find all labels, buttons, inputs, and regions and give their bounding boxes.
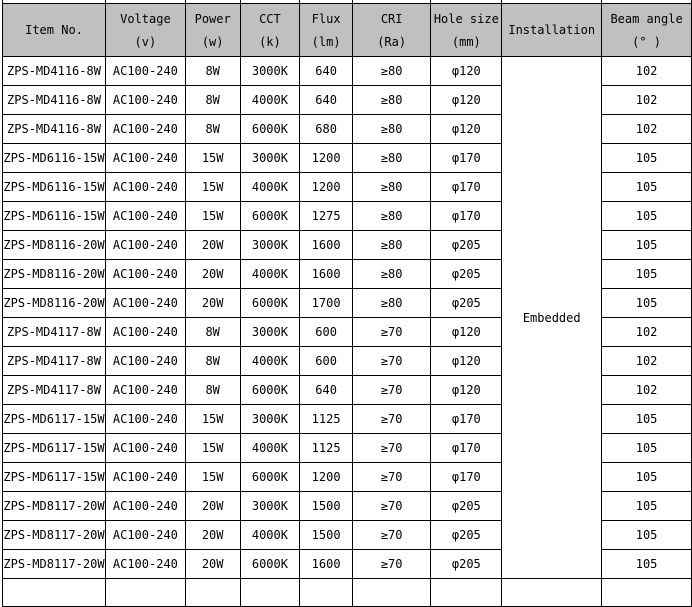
cell-flux: 1500: [300, 492, 353, 521]
cell-voltage: AC100-240: [105, 550, 185, 579]
cell-item_no: ZPS-MD6116-15W: [3, 202, 106, 231]
header-cct: CCT (k): [240, 4, 300, 57]
cell-power: 8W: [185, 86, 240, 115]
cell-item_no: ZPS-MD8116-20W: [3, 289, 106, 318]
cell-item_no: ZPS-MD4116-8W: [3, 115, 106, 144]
cell-beam_angle: 105: [602, 405, 692, 434]
cell-beam_angle: 105: [602, 289, 692, 318]
cell-item_no: ZPS-MD8117-20W: [3, 492, 106, 521]
cell-voltage: AC100-240: [105, 318, 185, 347]
cell-cri: ≥70: [352, 347, 430, 376]
cell-hole_size: φ120: [431, 318, 502, 347]
cell-cri: ≥80: [352, 57, 430, 86]
cell-hole_size: φ170: [431, 144, 502, 173]
cell-cri: ≥70: [352, 376, 430, 405]
cell-hole_size: φ205: [431, 260, 502, 289]
cell-voltage: AC100-240: [105, 492, 185, 521]
cell-hole_size: φ120: [431, 376, 502, 405]
cell-cct: 6000K: [240, 115, 300, 144]
header-installation: Installation: [502, 4, 602, 57]
cell-cri: ≥80: [352, 202, 430, 231]
cell-beam_angle: 105: [602, 202, 692, 231]
header-hole-size: Hole size (mm): [431, 4, 502, 57]
cut-off-cell: [105, 579, 185, 607]
cell-voltage: AC100-240: [105, 260, 185, 289]
cell-cct: 4000K: [240, 260, 300, 289]
cell-flux: 600: [300, 318, 353, 347]
cell-voltage: AC100-240: [105, 202, 185, 231]
cell-power: 15W: [185, 434, 240, 463]
cell-item_no: ZPS-MD6117-15W: [3, 434, 106, 463]
cell-voltage: AC100-240: [105, 173, 185, 202]
cell-item_no: ZPS-MD8116-20W: [3, 260, 106, 289]
cell-power: 8W: [185, 347, 240, 376]
cell-power: 8W: [185, 376, 240, 405]
cell-hole_size: φ170: [431, 173, 502, 202]
cell-cct: 3000K: [240, 144, 300, 173]
cell-cri: ≥80: [352, 289, 430, 318]
cell-cct: 3000K: [240, 492, 300, 521]
cell-voltage: AC100-240: [105, 434, 185, 463]
cell-hole_size: φ205: [431, 289, 502, 318]
cell-flux: 1600: [300, 231, 353, 260]
cell-cct: 6000K: [240, 463, 300, 492]
cell-cri: ≥70: [352, 550, 430, 579]
cell-hole_size: φ170: [431, 434, 502, 463]
cell-flux: 1700: [300, 289, 353, 318]
cell-cct: 3000K: [240, 405, 300, 434]
cell-cri: ≥80: [352, 260, 430, 289]
cell-item_no: ZPS-MD8117-20W: [3, 550, 106, 579]
header-power: Power (w): [185, 4, 240, 57]
cell-cri: ≥80: [352, 173, 430, 202]
cell-cct: 4000K: [240, 173, 300, 202]
header-beam-angle: Beam angle (° ): [602, 4, 692, 57]
cell-beam_angle: 105: [602, 260, 692, 289]
cut-off-cell: [352, 579, 430, 607]
cell-cri: ≥70: [352, 318, 430, 347]
cell-cri: ≥70: [352, 434, 430, 463]
cell-power: 20W: [185, 492, 240, 521]
cell-cri: ≥70: [352, 463, 430, 492]
cell-beam_angle: 102: [602, 57, 692, 86]
cell-hole_size: φ120: [431, 57, 502, 86]
cell-hole_size: φ120: [431, 115, 502, 144]
header-item-no: Item No.: [3, 4, 106, 57]
table-row: [3, 57, 692, 86]
cell-voltage: AC100-240: [105, 57, 185, 86]
cut-off-cell: [3, 579, 106, 607]
cell-hole_size: φ170: [431, 202, 502, 231]
cell-flux: 1125: [300, 405, 353, 434]
cell-cct: 4000K: [240, 521, 300, 550]
cell-cct: 6000K: [240, 289, 300, 318]
cell-item_no: ZPS-MD8116-20W: [3, 231, 106, 260]
cell-item_no: ZPS-MD4117-8W: [3, 376, 106, 405]
cut-off-cell: [240, 579, 300, 607]
cell-voltage: AC100-240: [105, 521, 185, 550]
cell-beam_angle: 102: [602, 347, 692, 376]
cell-hole_size: φ205: [431, 550, 502, 579]
header-flux: Flux (lm): [300, 4, 353, 57]
cell-item_no: ZPS-MD6117-15W: [3, 405, 106, 434]
cell-cct: 4000K: [240, 434, 300, 463]
product-spec-table: [2, 0, 692, 607]
header-cri: CRI (Ra): [352, 4, 430, 57]
cell-beam_angle: 105: [602, 550, 692, 579]
cell-flux: 640: [300, 86, 353, 115]
cell-item_no: ZPS-MD6116-15W: [3, 144, 106, 173]
cell-item_no: ZPS-MD4117-8W: [3, 318, 106, 347]
cell-flux: 680: [300, 115, 353, 144]
cell-power: 15W: [185, 405, 240, 434]
table-header: [3, 0, 692, 57]
cell-flux: 1200: [300, 144, 353, 173]
cell-power: 20W: [185, 289, 240, 318]
cell-beam_angle: 105: [602, 492, 692, 521]
cell-cri: ≥80: [352, 115, 430, 144]
cut-off-row-bottom: [3, 579, 692, 607]
cell-power: 15W: [185, 202, 240, 231]
cell-beam_angle: 105: [602, 173, 692, 202]
cell-flux: 1600: [300, 550, 353, 579]
cell-cct: 3000K: [240, 231, 300, 260]
cell-power: 8W: [185, 115, 240, 144]
cell-cct: 4000K: [240, 86, 300, 115]
cell-flux: 1500: [300, 521, 353, 550]
cell-beam_angle: 105: [602, 144, 692, 173]
cell-beam_angle: 105: [602, 463, 692, 492]
cell-power: 15W: [185, 173, 240, 202]
cut-off-cell: [502, 579, 602, 607]
header-voltage: Voltage (v): [105, 4, 185, 57]
cell-hole_size: φ205: [431, 231, 502, 260]
cell-voltage: AC100-240: [105, 115, 185, 144]
cell-cct: 6000K: [240, 550, 300, 579]
cell-hole_size: φ170: [431, 463, 502, 492]
cell-hole_size: φ170: [431, 405, 502, 434]
cell-item_no: ZPS-MD8117-20W: [3, 521, 106, 550]
cell-voltage: AC100-240: [105, 347, 185, 376]
cell-item_no: ZPS-MD4117-8W: [3, 347, 106, 376]
cell-beam_angle: 102: [602, 86, 692, 115]
cell-cri: ≥70: [352, 521, 430, 550]
cut-off-cell: [300, 579, 353, 607]
cell-cri: ≥70: [352, 405, 430, 434]
cell-flux: 640: [300, 57, 353, 86]
cell-hole_size: φ205: [431, 492, 502, 521]
cell-cct: 3000K: [240, 57, 300, 86]
cell-cct: 6000K: [240, 376, 300, 405]
cell-flux: 640: [300, 376, 353, 405]
cell-power: 15W: [185, 463, 240, 492]
cell-voltage: AC100-240: [105, 231, 185, 260]
cell-cct: 6000K: [240, 202, 300, 231]
cell-beam_angle: 102: [602, 115, 692, 144]
cell-power: 20W: [185, 550, 240, 579]
cell-beam_angle: 105: [602, 434, 692, 463]
cell-power: 20W: [185, 260, 240, 289]
header-row: [3, 4, 692, 57]
cell-item_no: ZPS-MD4116-8W: [3, 57, 106, 86]
cell-cri: ≥80: [352, 86, 430, 115]
cell-voltage: AC100-240: [105, 405, 185, 434]
cell-flux: 1200: [300, 463, 353, 492]
cell-cct: 4000K: [240, 347, 300, 376]
cell-hole_size: φ120: [431, 86, 502, 115]
cell-flux: 1200: [300, 173, 353, 202]
cell-voltage: AC100-240: [105, 289, 185, 318]
cell-beam_angle: 102: [602, 318, 692, 347]
cell-beam_angle: 105: [602, 231, 692, 260]
cell-hole_size: φ205: [431, 521, 502, 550]
cell-power: 20W: [185, 521, 240, 550]
cell-hole_size: φ120: [431, 347, 502, 376]
cell-cct: 3000K: [240, 318, 300, 347]
cell-cri: ≥80: [352, 231, 430, 260]
cut-off-cell: [602, 579, 692, 607]
cell-voltage: AC100-240: [105, 463, 185, 492]
cell-voltage: AC100-240: [105, 144, 185, 173]
cell-item_no: ZPS-MD6116-15W: [3, 173, 106, 202]
cell-flux: 1275: [300, 202, 353, 231]
cell-power: 15W: [185, 144, 240, 173]
cell-cri: ≥80: [352, 144, 430, 173]
cell-power: 8W: [185, 318, 240, 347]
cell-flux: 1125: [300, 434, 353, 463]
cell-item_no: ZPS-MD6117-15W: [3, 463, 106, 492]
cell-flux: 600: [300, 347, 353, 376]
table-body: [3, 57, 692, 579]
cut-off-cell: [185, 579, 240, 607]
cell-voltage: AC100-240: [105, 86, 185, 115]
cell-beam_angle: 105: [602, 521, 692, 550]
cell-item_no: ZPS-MD4116-8W: [3, 86, 106, 115]
cell-flux: 1600: [300, 260, 353, 289]
cell-power: 20W: [185, 231, 240, 260]
cell-cri: ≥70: [352, 492, 430, 521]
cell-installation-merged: Embedded: [502, 57, 602, 579]
cell-beam_angle: 102: [602, 376, 692, 405]
cell-voltage: AC100-240: [105, 376, 185, 405]
cell-power: 8W: [185, 57, 240, 86]
cut-off-cell: [431, 579, 502, 607]
